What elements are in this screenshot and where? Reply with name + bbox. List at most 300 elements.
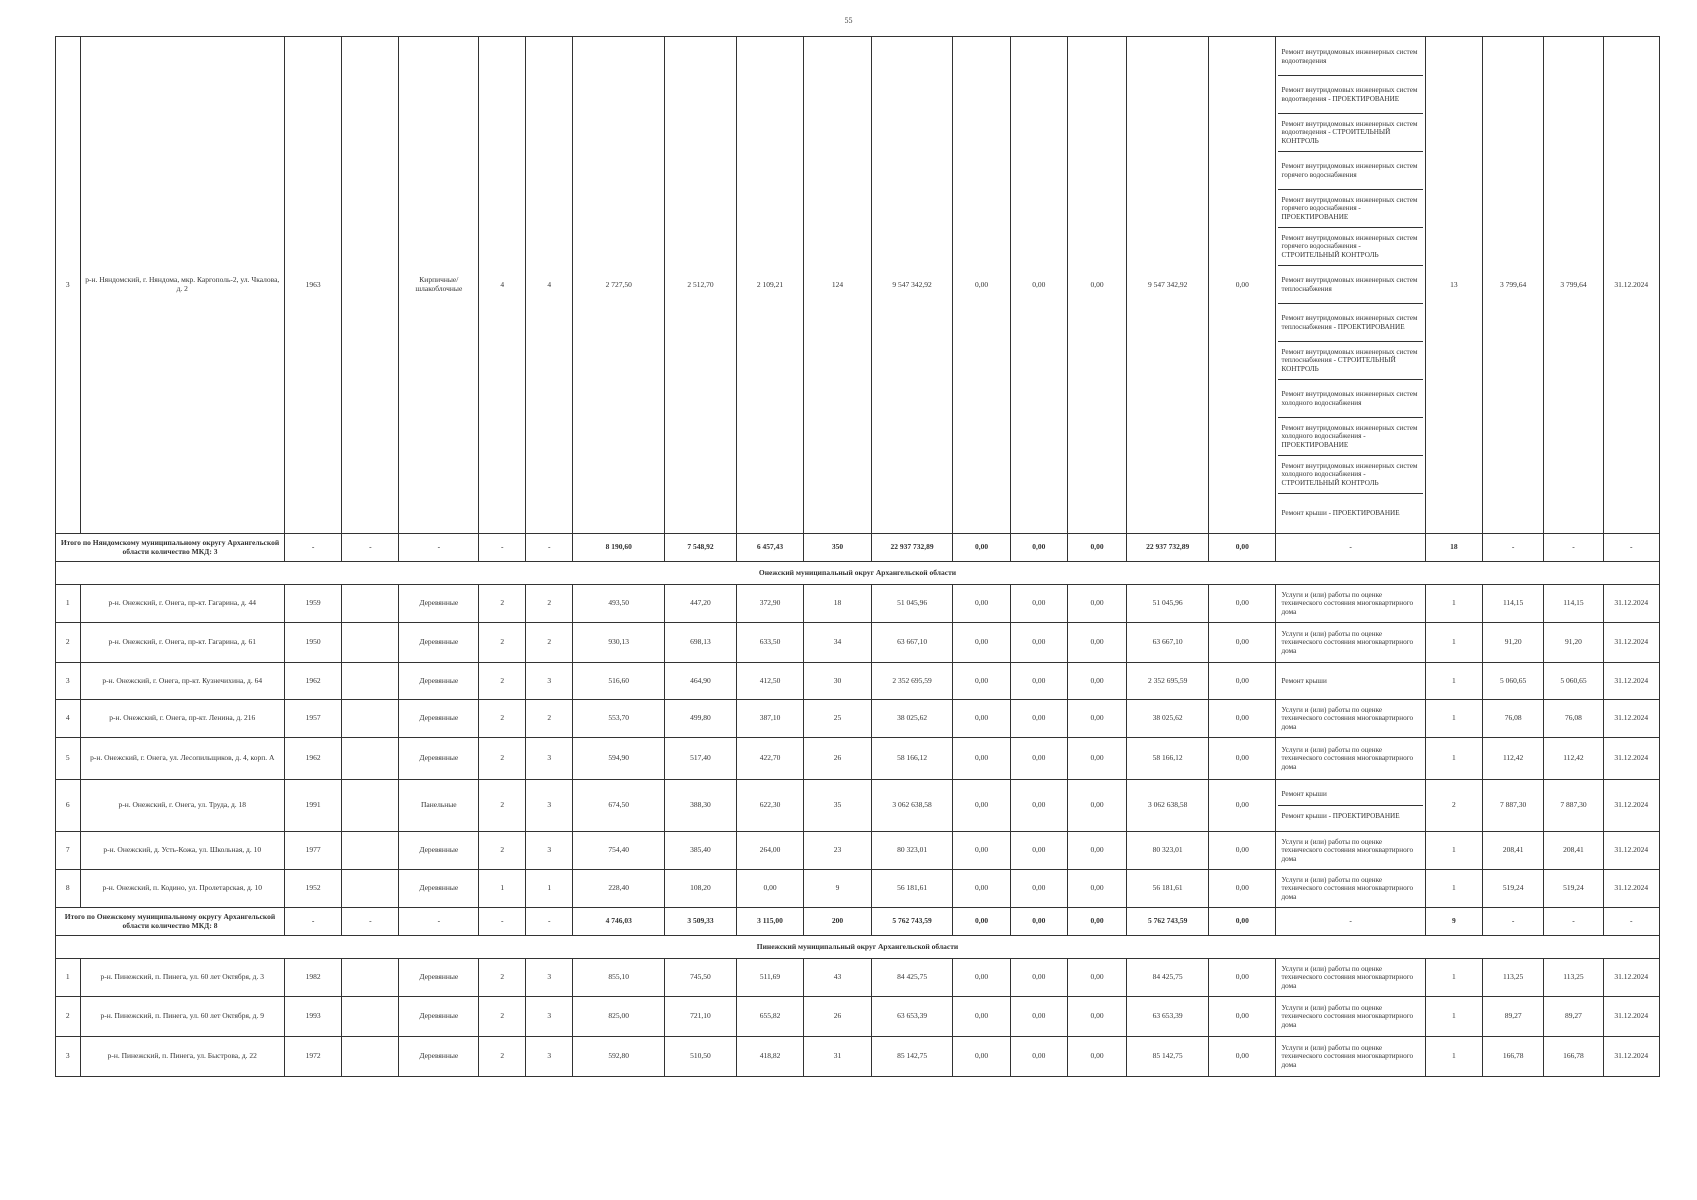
row-blank [342,780,399,832]
table-row [56,663,1660,700]
total-cost: 22 937 732,89 [871,534,953,562]
row-area-all: 698,13 [665,623,737,663]
row-fund-5: 0,00 [1209,870,1276,908]
row-date: 31.12.2024 [1603,780,1659,832]
row-total-area: 930,13 [573,623,665,663]
total-dash: - [1603,534,1659,562]
row-area-res: 622,30 [736,780,803,832]
row-address: р-н. Пинежский, п. Пинега, ул. Быстрова, д. 22 [80,1037,284,1077]
row-cost-total: 38 025,62 [871,700,953,738]
row-number: 3 [56,37,81,534]
row-works [1276,959,1425,997]
row-area-all: 517,40 [665,738,737,780]
row-fund-2: 0,00 [1010,585,1067,623]
row-year: 1957 [284,700,341,738]
row-residents: 9 [804,870,871,908]
total-dash: - [1603,908,1659,936]
row-works [1276,37,1425,534]
row-number: 3 [56,663,81,700]
row-fund-5: 0,00 [1209,585,1276,623]
row-total-area: 825,00 [573,997,665,1037]
table-row [56,37,1660,534]
table-row [56,623,1660,663]
row-fund-5: 0,00 [1209,997,1276,1037]
row-number: 8 [56,870,81,908]
row-unit-cost-1: 5 060,65 [1482,663,1543,700]
row-year: 1982 [284,959,341,997]
row-cost-total: 58 166,12 [871,738,953,780]
row-wall: Деревянные [399,832,479,870]
row-fund-1: 0,00 [953,780,1010,832]
total-area: 8 190,60 [573,534,665,562]
row-year: 1993 [284,997,341,1037]
row-unit-cost-2: 91,20 [1544,623,1603,663]
section-title-onega: Онежский муниципальный округ Архангельской области [56,562,1660,585]
row-fund-2: 0,00 [1010,700,1067,738]
total-fund-5: 0,00 [1209,534,1276,562]
work-item: Ремонт внутридомовых инженерных систем водоотведения - ПРОЕКТИРОВАНИЕ [1278,76,1422,114]
row-blank [342,832,399,870]
row-wall: Деревянные [399,585,479,623]
row-residents: 124 [804,37,871,534]
row-cost-total: 9 547 342,92 [871,37,953,534]
row-wall: Кирпичные/ шлакоблочные [399,37,479,534]
work-item: Услуги и (или) работы по оценке технического состояния многоквартирного дома [1281,591,1414,616]
total-dash: - [342,534,399,562]
row-area-all: 385,40 [665,832,737,870]
row-area-all: 2 512,70 [665,37,737,534]
row-fund-4: 9 547 342,92 [1127,37,1209,534]
row-entrances: 3 [526,738,573,780]
row-date: 31.12.2024 [1603,959,1659,997]
row-year: 1952 [284,870,341,908]
row-fund-4: 51 045,96 [1127,585,1209,623]
table-row [56,959,1660,997]
row-unit-cost-1: 519,24 [1482,870,1543,908]
row-total-area: 553,70 [573,700,665,738]
row-total-area: 592,80 [573,1037,665,1077]
row-area-res: 387,10 [736,700,803,738]
row-fund-3: 0,00 [1067,738,1126,780]
total-fund-4: 5 762 743,59 [1127,908,1209,936]
row-works [1276,870,1425,908]
row-fund-5: 0,00 [1209,37,1276,534]
row-unit-cost-2: 89,27 [1544,997,1603,1037]
row-floors: 4 [479,37,526,534]
row-residents: 34 [804,623,871,663]
row-total-area: 228,40 [573,870,665,908]
row-wall: Деревянные [399,959,479,997]
row-fund-2: 0,00 [1010,870,1067,908]
row-works-count: 1 [1425,623,1482,663]
row-year: 1991 [284,780,341,832]
row-fund-4: 3 062 638,58 [1127,780,1209,832]
row-unit-cost-1: 114,15 [1482,585,1543,623]
row-wall: Деревянные [399,700,479,738]
row-date: 31.12.2024 [1603,663,1659,700]
work-item: Услуги и (или) работы по оценке технического состояния многоквартирного дома [1281,630,1414,655]
row-works-count: 2 [1425,780,1482,832]
row-number: 5 [56,738,81,780]
row-works [1276,700,1425,738]
total-dash: - [1276,908,1425,936]
row-residents: 18 [804,585,871,623]
work-item: Ремонт внутридомовых инженерных систем водоотведения [1278,38,1422,76]
work-list [1278,702,1422,736]
row-fund-3: 0,00 [1067,623,1126,663]
row-fund-1: 0,00 [953,623,1010,663]
row-area-all: 388,30 [665,780,737,832]
row-unit-cost-2: 3 799,64 [1544,37,1603,534]
row-fund-2: 0,00 [1010,623,1067,663]
row-fund-4: 58 166,12 [1127,738,1209,780]
total-row [56,534,1660,562]
row-unit-cost-2: 166,78 [1544,1037,1603,1077]
work-list [1278,834,1422,868]
row-address: р-н. Няндомский, г. Няндома, мкр. Каргополь-2, ул. Чкалова, д. 2 [80,37,284,534]
row-area-all: 510,50 [665,1037,737,1077]
row-cost-total: 63 667,10 [871,623,953,663]
row-date: 31.12.2024 [1603,1037,1659,1077]
work-list [1278,38,1422,532]
work-item: Ремонт внутридомовых инженерных систем горячего водоснабжения - ПРОЕКТИРОВАНИЕ [1278,190,1422,228]
row-fund-2: 0,00 [1010,1037,1067,1077]
work-item: Услуги и (или) работы по оценке технического состояния многоквартирного дома [1281,965,1414,990]
row-entrances: 3 [526,780,573,832]
row-blank [342,663,399,700]
row-residents: 31 [804,1037,871,1077]
row-area-res: 418,82 [736,1037,803,1077]
row-fund-2: 0,00 [1010,780,1067,832]
total-dash: - [1276,534,1425,562]
row-number: 4 [56,700,81,738]
total-dash: - [526,534,573,562]
row-floors: 2 [479,623,526,663]
row-year: 1959 [284,585,341,623]
work-item: Ремонт крыши - ПРОЕКТИРОВАНИЕ [1281,508,1400,517]
row-address: р-н. Онежский, г. Онега, пр-кт. Гагарина, д. 44 [80,585,284,623]
row-area-all: 499,80 [665,700,737,738]
row-address: р-н. Онежский, п. Кодино, ул. Пролетарская, д. 10 [80,870,284,908]
work-list [1278,961,1422,995]
total-fund-2: 0,00 [1010,908,1067,936]
row-entrances: 2 [526,700,573,738]
row-works [1276,663,1425,700]
row-date: 31.12.2024 [1603,585,1659,623]
row-total-area: 2 727,50 [573,37,665,534]
work-list [1278,742,1422,776]
row-fund-1: 0,00 [953,832,1010,870]
row-unit-cost-1: 208,41 [1482,832,1543,870]
row-floors: 2 [479,585,526,623]
total-dash: - [479,534,526,562]
table-row [56,780,1660,832]
row-fund-1: 0,00 [953,997,1010,1037]
table-row [56,832,1660,870]
section-row [56,562,1660,585]
row-works-count: 1 [1425,959,1482,997]
row-number: 3 [56,1037,81,1077]
total-area-all: 3 509,33 [665,908,737,936]
row-blank [342,870,399,908]
row-works [1276,997,1425,1037]
row-area-res: 372,90 [736,585,803,623]
work-list [1278,664,1422,698]
row-blank [342,585,399,623]
row-year: 1962 [284,663,341,700]
row-works [1276,738,1425,780]
row-residents: 35 [804,780,871,832]
row-date: 31.12.2024 [1603,37,1659,534]
row-cost-total: 85 142,75 [871,1037,953,1077]
table-row [56,870,1660,908]
row-residents: 25 [804,700,871,738]
row-total-area: 594,90 [573,738,665,780]
row-entrances: 3 [526,663,573,700]
row-floors: 1 [479,870,526,908]
total-dash: - [1482,908,1543,936]
total-dash: - [284,534,341,562]
row-entrances: 3 [526,959,573,997]
total-dash: - [526,908,573,936]
row-floors: 2 [479,959,526,997]
row-address: р-н. Онежский, г. Онега, пр-кт. Кузнечихина, д. 64 [80,663,284,700]
row-floors: 2 [479,738,526,780]
row-fund-3: 0,00 [1067,37,1126,534]
total-dash: - [1544,534,1603,562]
row-number: 6 [56,780,81,832]
row-fund-4: 63 667,10 [1127,623,1209,663]
row-unit-cost-2: 112,42 [1544,738,1603,780]
row-address: р-н. Онежский, д. Усть-Кожа, ул. Школьная, д. 10 [80,832,284,870]
row-fund-1: 0,00 [953,663,1010,700]
row-works-count: 13 [1425,37,1482,534]
row-number: 1 [56,959,81,997]
row-fund-4: 85 142,75 [1127,1037,1209,1077]
row-fund-1: 0,00 [953,959,1010,997]
row-area-res: 511,69 [736,959,803,997]
row-unit-cost-1: 7 887,30 [1482,780,1543,832]
row-fund-3: 0,00 [1067,832,1126,870]
row-total-area: 754,40 [573,832,665,870]
total-fund-1: 0,00 [953,534,1010,562]
table-row [56,997,1660,1037]
row-wall: Деревянные [399,738,479,780]
row-total-area: 674,50 [573,780,665,832]
work-list [1278,1040,1422,1074]
row-wall: Деревянные [399,663,479,700]
row-wall: Деревянные [399,997,479,1037]
row-unit-cost-2: 7 887,30 [1544,780,1603,832]
row-fund-2: 0,00 [1010,663,1067,700]
work-item: Ремонт внутридомовых инженерных систем горячего водоснабжения [1278,152,1422,190]
total-dash: - [342,908,399,936]
row-fund-2: 0,00 [1010,997,1067,1037]
total-cost: 5 762 743,59 [871,908,953,936]
table-body [56,37,1660,1077]
row-fund-3: 0,00 [1067,997,1126,1037]
total-area-res: 3 115,00 [736,908,803,936]
row-cost-total: 56 181,61 [871,870,953,908]
work-item: Ремонт внутридомовых инженерных систем водоотведения - СТРОИТЕЛЬНЫЙ КОНТРОЛЬ [1278,114,1422,152]
total-residents: 350 [804,534,871,562]
row-blank [342,997,399,1037]
total-fund-3: 0,00 [1067,908,1126,936]
row-fund-1: 0,00 [953,870,1010,908]
row-date: 31.12.2024 [1603,832,1659,870]
row-works-count: 1 [1425,997,1482,1037]
row-fund-3: 0,00 [1067,663,1126,700]
row-fund-5: 0,00 [1209,1037,1276,1077]
row-number: 2 [56,623,81,663]
row-cost-total: 63 653,39 [871,997,953,1037]
row-fund-4: 38 025,62 [1127,700,1209,738]
total-area: 4 746,03 [573,908,665,936]
row-blank [342,623,399,663]
total-works-count: 18 [1425,534,1482,562]
row-works-count: 1 [1425,738,1482,780]
work-item: Ремонт внутридомовых инженерных систем теплоснабжения [1278,266,1422,304]
row-area-res: 655,82 [736,997,803,1037]
row-address: р-н. Пинежский, п. Пинега, ул. 60 лет Октября, д. 3 [80,959,284,997]
row-works [1276,780,1425,832]
row-floors: 2 [479,997,526,1037]
total-dash: - [399,908,479,936]
row-area-res: 412,50 [736,663,803,700]
row-fund-3: 0,00 [1067,780,1126,832]
total-dash: - [284,908,341,936]
row-floors: 2 [479,700,526,738]
row-entrances: 2 [526,623,573,663]
row-fund-5: 0,00 [1209,663,1276,700]
total-dash: - [399,534,479,562]
row-fund-4: 63 653,39 [1127,997,1209,1037]
row-entrances: 3 [526,832,573,870]
total-area-res: 6 457,43 [736,534,803,562]
row-works-count: 1 [1425,870,1482,908]
page-number: 55 [844,16,853,25]
row-fund-4: 80 323,01 [1127,832,1209,870]
total-row [56,908,1660,936]
row-works-count: 1 [1425,832,1482,870]
work-item: Услуги и (или) работы по оценке технического состояния многоквартирного дома [1281,838,1414,863]
table-row [56,585,1660,623]
capital-repair-register-table [55,36,1660,1077]
row-floors: 2 [479,780,526,832]
total-fund-3: 0,00 [1067,534,1126,562]
row-residents: 26 [804,997,871,1037]
row-floors: 2 [479,1037,526,1077]
row-blank [342,738,399,780]
row-wall: Деревянные [399,623,479,663]
row-fund-5: 0,00 [1209,959,1276,997]
row-area-res: 633,50 [736,623,803,663]
row-works [1276,585,1425,623]
work-list [1278,1000,1422,1034]
work-list [1278,626,1422,660]
work-item: Ремонт крыши - ПРОЕКТИРОВАНИЕ [1281,812,1400,821]
row-unit-cost-2: 5 060,65 [1544,663,1603,700]
work-item: Ремонт внутридомовых инженерных систем горячего водоснабжения - СТРОИТЕЛЬНЫЙ КОНТРОЛЬ [1278,228,1422,266]
row-address: р-н. Онежский, г. Онега, ул. Труда, д. 18 [80,780,284,832]
row-unit-cost-2: 208,41 [1544,832,1603,870]
work-item: Ремонт внутридомовых инженерных систем теплоснабжения - ПРОЕКТИРОВАНИЕ [1278,304,1422,342]
row-entrances: 2 [526,585,573,623]
row-number: 1 [56,585,81,623]
row-fund-5: 0,00 [1209,780,1276,832]
row-date: 31.12.2024 [1603,997,1659,1037]
row-date: 31.12.2024 [1603,870,1659,908]
row-fund-3: 0,00 [1067,959,1126,997]
total-fund-2: 0,00 [1010,534,1067,562]
row-area-res: 264,00 [736,832,803,870]
work-item: Ремонт крыши [1278,784,1422,806]
table-row [56,1037,1660,1077]
row-year: 1962 [284,738,341,780]
row-works-count: 1 [1425,585,1482,623]
row-cost-total: 80 323,01 [871,832,953,870]
row-fund-1: 0,00 [953,37,1010,534]
row-area-all: 108,20 [665,870,737,908]
row-fund-2: 0,00 [1010,738,1067,780]
row-works [1276,1037,1425,1077]
row-fund-3: 0,00 [1067,1037,1126,1077]
row-cost-total: 84 425,75 [871,959,953,997]
row-total-area: 855,10 [573,959,665,997]
row-area-all: 721,10 [665,997,737,1037]
row-year: 1963 [284,37,341,534]
row-address: р-н. Пинежский, п. Пинега, ул. 60 лет Октября, д. 9 [80,997,284,1037]
row-unit-cost-1: 76,08 [1482,700,1543,738]
row-fund-2: 0,00 [1010,959,1067,997]
row-fund-1: 0,00 [953,1037,1010,1077]
total-dash: - [1482,534,1543,562]
row-unit-cost-2: 113,25 [1544,959,1603,997]
row-fund-3: 0,00 [1067,585,1126,623]
row-fund-5: 0,00 [1209,623,1276,663]
total-fund-5: 0,00 [1209,908,1276,936]
row-area-res: 422,70 [736,738,803,780]
total-area-all: 7 548,92 [665,534,737,562]
row-entrances: 3 [526,997,573,1037]
row-area-res: 0,00 [736,870,803,908]
total-fund-4: 22 937 732,89 [1127,534,1209,562]
row-cost-total: 3 062 638,58 [871,780,953,832]
row-cost-total: 51 045,96 [871,585,953,623]
row-year: 1977 [284,832,341,870]
row-number: 2 [56,997,81,1037]
row-residents: 23 [804,832,871,870]
row-blank [342,959,399,997]
row-unit-cost-1: 89,27 [1482,997,1543,1037]
row-cost-total: 2 352 695,59 [871,663,953,700]
table-row [56,738,1660,780]
row-floors: 2 [479,832,526,870]
row-address: р-н. Онежский, г. Онега, ул. Лесопильщиков, д. 4, корп. А [80,738,284,780]
work-item: Ремонт внутридомовых инженерных систем холодного водоснабжения - СТРОИТЕЛЬНЫЙ КОНТРОЛЬ [1278,456,1422,494]
row-fund-4: 84 425,75 [1127,959,1209,997]
row-works-count: 1 [1425,663,1482,700]
row-unit-cost-1: 112,42 [1482,738,1543,780]
row-residents: 26 [804,738,871,780]
row-floors: 2 [479,663,526,700]
row-fund-1: 0,00 [953,585,1010,623]
total-residents: 200 [804,908,871,936]
row-area-res: 2 109,21 [736,37,803,534]
row-address: р-н. Онежский, г. Онега, пр-кт. Ленина, д. 216 [80,700,284,738]
row-date: 31.12.2024 [1603,623,1659,663]
row-area-all: 447,20 [665,585,737,623]
